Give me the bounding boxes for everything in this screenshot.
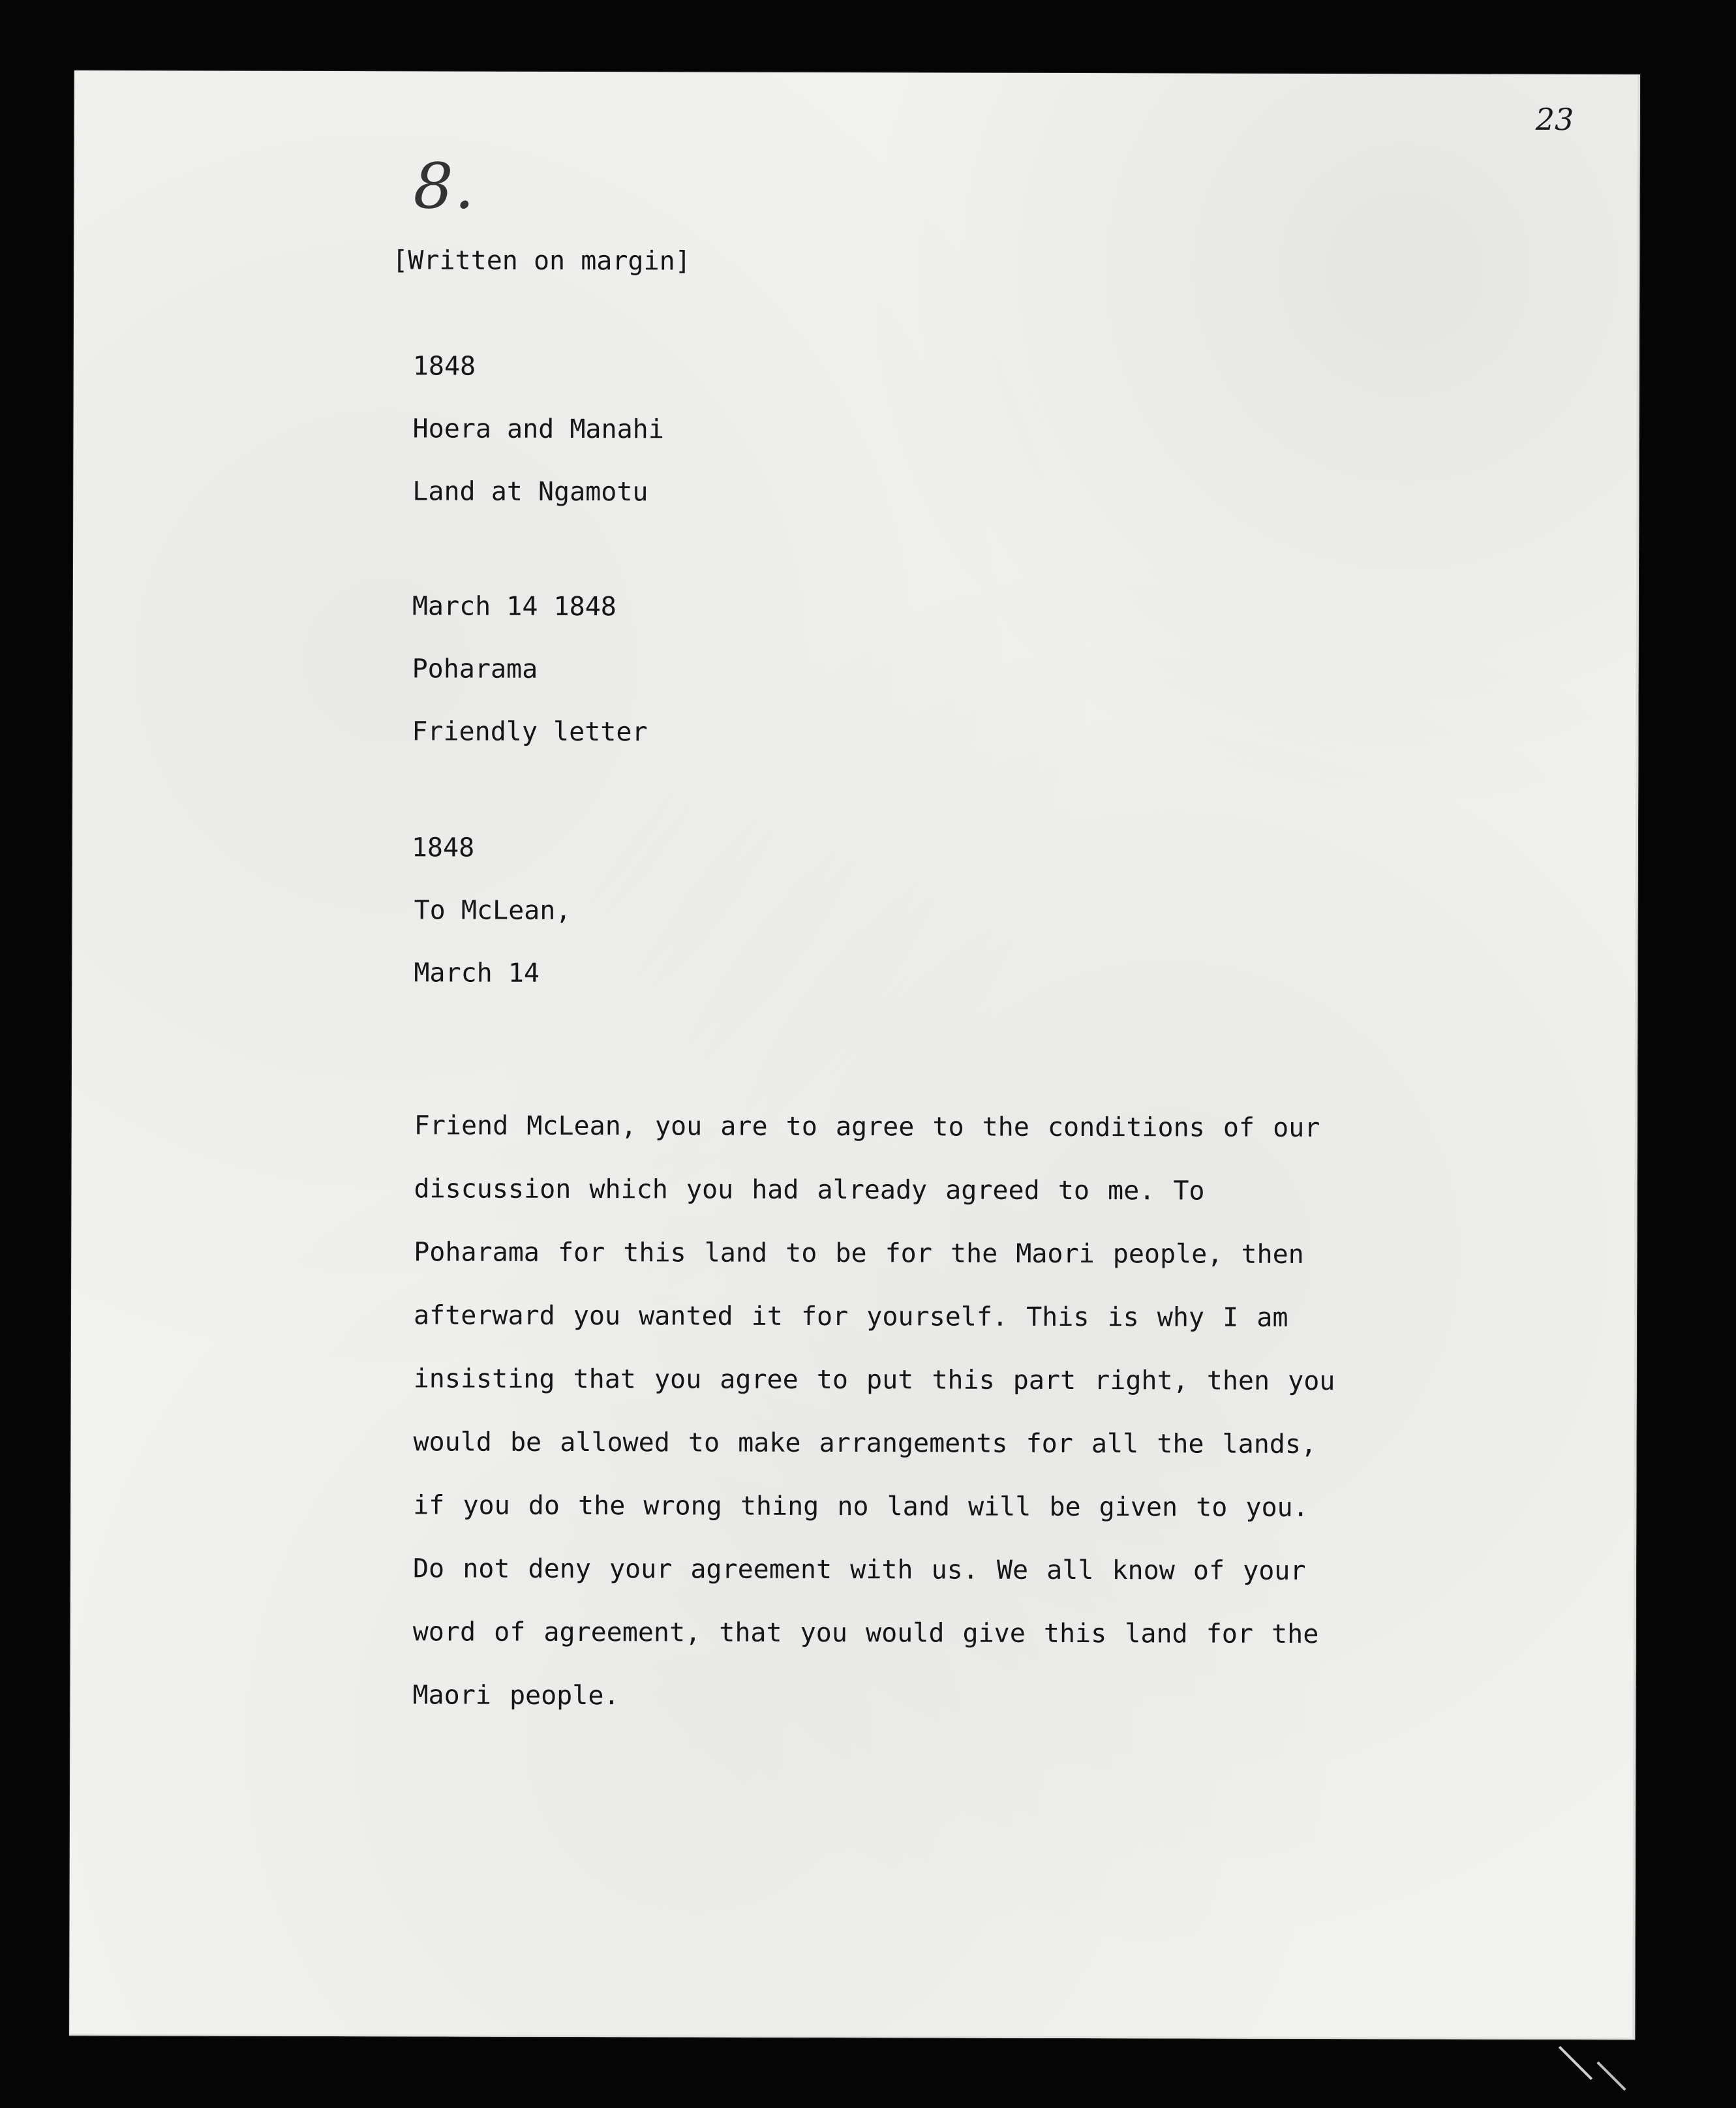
body-line: word of agreement, that you would give this land for the bbox=[412, 1617, 1319, 1650]
recipient-name-line: Poharama bbox=[412, 654, 538, 684]
addressee-line: To McLean, bbox=[414, 895, 571, 926]
year-heading-2: 1848 bbox=[411, 833, 475, 863]
body-line: insisting that you agree to put this part right, then you bbox=[413, 1364, 1335, 1397]
names-line: Hoera and Manahi bbox=[412, 414, 664, 445]
body-line: if you do the wrong thing no land will be given to you. bbox=[413, 1490, 1309, 1523]
handwritten-folio-number: 8. bbox=[413, 149, 476, 223]
body-line: afterward you wanted it for yourself. This is why I am bbox=[413, 1300, 1288, 1333]
letter-type-line: Friendly letter bbox=[412, 716, 648, 748]
scan-corner-mark bbox=[1596, 2061, 1626, 2090]
body-line: would be allowed to make arrangements for all the lands, bbox=[413, 1427, 1317, 1459]
body-line: Poharama for this land to be for the Maori people, then bbox=[414, 1237, 1304, 1270]
body-line: Friend McLean, you are to agree to the conditions of our bbox=[414, 1110, 1320, 1144]
margin-note: [Written on margin] bbox=[392, 245, 691, 277]
short-date-line: March 14 bbox=[414, 958, 540, 988]
land-line: Land at Ngamotu bbox=[412, 476, 648, 508]
body-line: discussion which you had already agreed to me. To bbox=[414, 1174, 1205, 1206]
letter-body bbox=[412, 1094, 1523, 1730]
page-number: 23 bbox=[1535, 101, 1574, 138]
year-heading-1: 1848 bbox=[412, 351, 476, 382]
body-line: Do not deny your agreement with us. We all know of your bbox=[412, 1553, 1306, 1586]
scan-corner-mark bbox=[1559, 2046, 1592, 2080]
full-date-line: March 14 1848 bbox=[412, 591, 617, 622]
body-line: Maori people. bbox=[412, 1680, 620, 1711]
document-page bbox=[69, 70, 1640, 2039]
